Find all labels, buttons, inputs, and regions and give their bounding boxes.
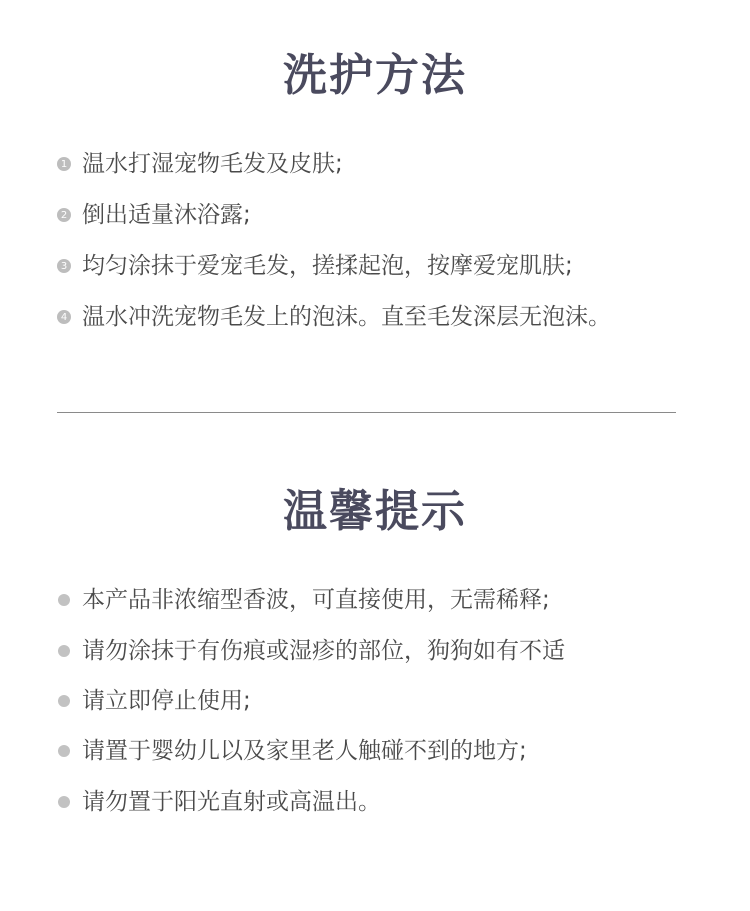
tip-item (57, 636, 565, 666)
care-step (57, 149, 343, 179)
bullet-dot-icon (58, 796, 70, 808)
tip-text: 请勿置于阳光直射或高温出。 (82, 789, 381, 815)
care-step-text: 温水打湿宠物毛发及皮肤; (82, 151, 343, 177)
tip-item (57, 686, 251, 716)
tip-item (57, 787, 381, 817)
tip-text: 请勿涂抹于有伤痕或湿疹的部位，狗狗如有不适 (82, 638, 565, 664)
section-divider (57, 412, 676, 413)
tip-text: 请置于婴幼儿以及家里老人触碰不到的地方; (82, 738, 527, 764)
tips-title: 温馨提示 (283, 486, 467, 537)
tip-text: 请立即停止使用; (82, 688, 251, 714)
step-number-badge: 1 (57, 157, 71, 171)
tip-item (57, 585, 550, 615)
care-method-title: 洗护方法 (283, 50, 467, 101)
care-step (57, 251, 573, 281)
bullet-dot-icon (58, 594, 70, 606)
care-step-text: 温水冲洗宠物毛发上的泡沫。直至毛发深层无泡沫。 (82, 304, 611, 330)
care-step-text: 倒出适量沐浴露; (82, 202, 251, 228)
step-number-badge: 3 (57, 259, 71, 273)
step-number-badge: 4 (57, 310, 71, 324)
care-step (57, 200, 251, 230)
care-step-text: 均匀涂抹于爱宠毛发，搓揉起泡，按摩爱宠肌肤; (82, 253, 573, 279)
tip-text: 本产品非浓缩型香波，可直接使用，无需稀释; (82, 587, 550, 613)
bullet-dot-icon (58, 695, 70, 707)
tip-item (57, 736, 527, 766)
step-number-badge: 2 (57, 208, 71, 222)
care-step (57, 302, 611, 332)
bullet-dot-icon (58, 645, 70, 657)
bullet-dot-icon (58, 745, 70, 757)
